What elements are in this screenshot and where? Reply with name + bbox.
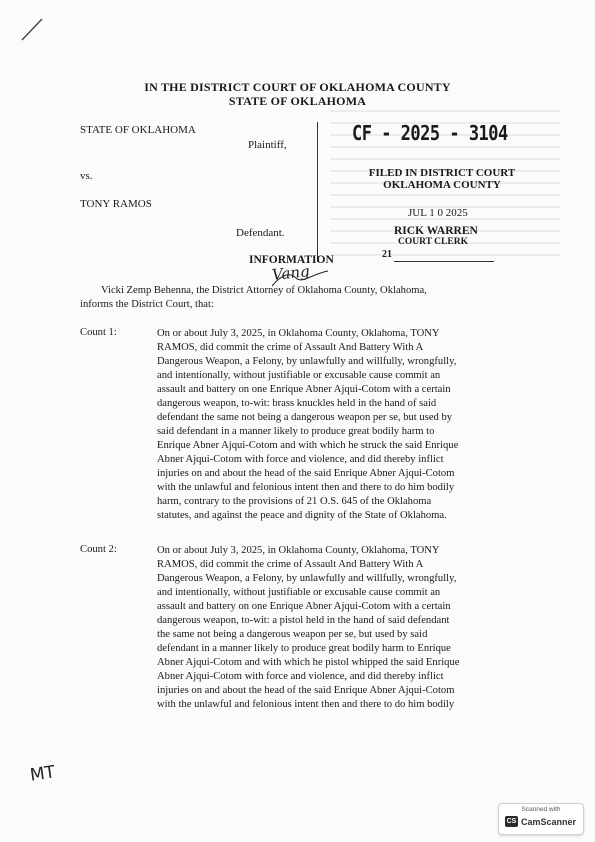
- filed-stamp-line1: FILED IN DISTRICT COURT: [368, 167, 516, 179]
- defendant-name: TONY RAMOS: [80, 198, 152, 210]
- count-line: assault and battery on one Enrique Abner Ajqui-Cotom with a certain: [157, 384, 451, 395]
- count-line: defendant the same not being a dangerous weapon per se, but used by: [157, 412, 453, 423]
- court-heading: IN THE DISTRICT COURT OF OKLAHOMA COUNTY: [144, 80, 451, 94]
- count-line: harm, contrary to the provisions of 21 O.S. 645 of the Oklahoma: [157, 496, 432, 507]
- plaintiff-name: STATE OF OKLAHOMA: [80, 124, 196, 136]
- count-line: On or about July 3, 2025, in Oklahoma County, Oklahoma, TONY: [157, 328, 440, 339]
- camscanner-logo-icon: CS: [506, 818, 517, 825]
- document-title: INFORMATION: [249, 254, 334, 266]
- count-line: Enrique Abner Ajqui-Cotom and with which he struck the said Enrique: [157, 440, 459, 451]
- handwritten-initials: MT: [28, 762, 57, 786]
- count-line: On or about July 3, 2025, in Oklahoma County, Oklahoma, TONY: [157, 545, 440, 556]
- filed-stamp-line2: OKLAHOMA COUNTY: [383, 179, 501, 191]
- count-line: Abner Ajqui-Cotom and with which he pistol whipped the said Enrique: [157, 657, 460, 668]
- clerk-title: COURT CLERK: [398, 237, 468, 247]
- filed-date: JUL 1 0 2025: [408, 207, 468, 219]
- count-2-label: Count 2:: [80, 544, 117, 555]
- count-line: RAMOS, did commit the crime of Assault And Battery With A: [157, 559, 424, 570]
- versus-label: vs.: [80, 170, 93, 182]
- intro-line-2: informs the District Court, that:: [80, 299, 214, 310]
- count-line: with the unlawful and felonious intent then and there to do him bodily: [157, 482, 455, 493]
- count-2-text: [157, 544, 519, 712]
- count-line: RAMOS, did commit the crime of Assault And Battery With A: [157, 342, 424, 353]
- plaintiff-role: Plaintiff,: [248, 139, 287, 151]
- count-line: Dangerous Weapon, a Felony, by unlawfully and willfully, wrongfully,: [157, 356, 457, 367]
- state-heading: STATE OF OKLAHOMA: [228, 94, 367, 108]
- count-line: Abner Ajqui-Cotom with force and violence, and did thereby inflict: [157, 671, 444, 682]
- intro-line-1: Vicki Zemp Behenna, the District Attorney of Oklahoma County, Oklahoma,: [101, 285, 427, 296]
- scanned-with-text: Scanned with: [521, 806, 561, 813]
- case-number: CF - 2025 - 3104: [352, 122, 508, 146]
- count-line: Dangerous Weapon, a Felony, by unlawfully and willfully, wrongfully,: [157, 573, 457, 584]
- count-1-label: Count 1:: [80, 327, 117, 338]
- pen-mark: [18, 14, 48, 44]
- count-line: said defendant in a manner likely to produce great bodily harm to: [157, 426, 435, 437]
- count-line: statutes, and against the peace and dignity of the State of Oklahoma.: [157, 510, 447, 521]
- count-1-text: [157, 327, 519, 523]
- count-line: injuries on and about the head of the said Enrique Abner Ajqui-Cotom: [157, 468, 455, 479]
- stamp-underline: [394, 261, 494, 262]
- stamp-number: 21: [382, 249, 392, 260]
- count-line: injuries on and about the head of the said Enrique Abner Ajqui-Cotom: [157, 685, 455, 696]
- clerk-name: RICK WARREN: [394, 225, 478, 237]
- da-signature: Vang: [271, 262, 311, 284]
- camscanner-badge: [498, 803, 584, 835]
- count-line: and intentionally, without justifiable or excusable cause commit an: [157, 370, 441, 381]
- caption-divider: [317, 122, 318, 262]
- defendant-role: Defendant.: [236, 227, 285, 239]
- count-line: and intentionally, without justifiable or excusable cause commit an: [157, 587, 441, 598]
- camscanner-brand: CamScanner: [521, 817, 577, 827]
- count-line: assault and battery on one Enrique Abner Ajqui-Cotom with a certain: [157, 601, 451, 612]
- count-line: dangerous weapon, to-wit: brass knuckles held in the hand of said: [157, 398, 437, 409]
- count-line: the same not being a dangerous weapon per se, but used by said: [157, 629, 428, 640]
- count-line: dangerous weapon, to-wit: a pistol held in the hand of said defendant: [157, 615, 450, 626]
- count-line: with the unlawful and felonious intent then and there to do him bodily: [157, 699, 455, 710]
- count-line: Abner Ajqui-Cotom with force and violence, and did thereby inflict: [157, 454, 444, 465]
- count-line: defendant in a manner likely to produce great bodily harm to Enrique: [157, 643, 451, 654]
